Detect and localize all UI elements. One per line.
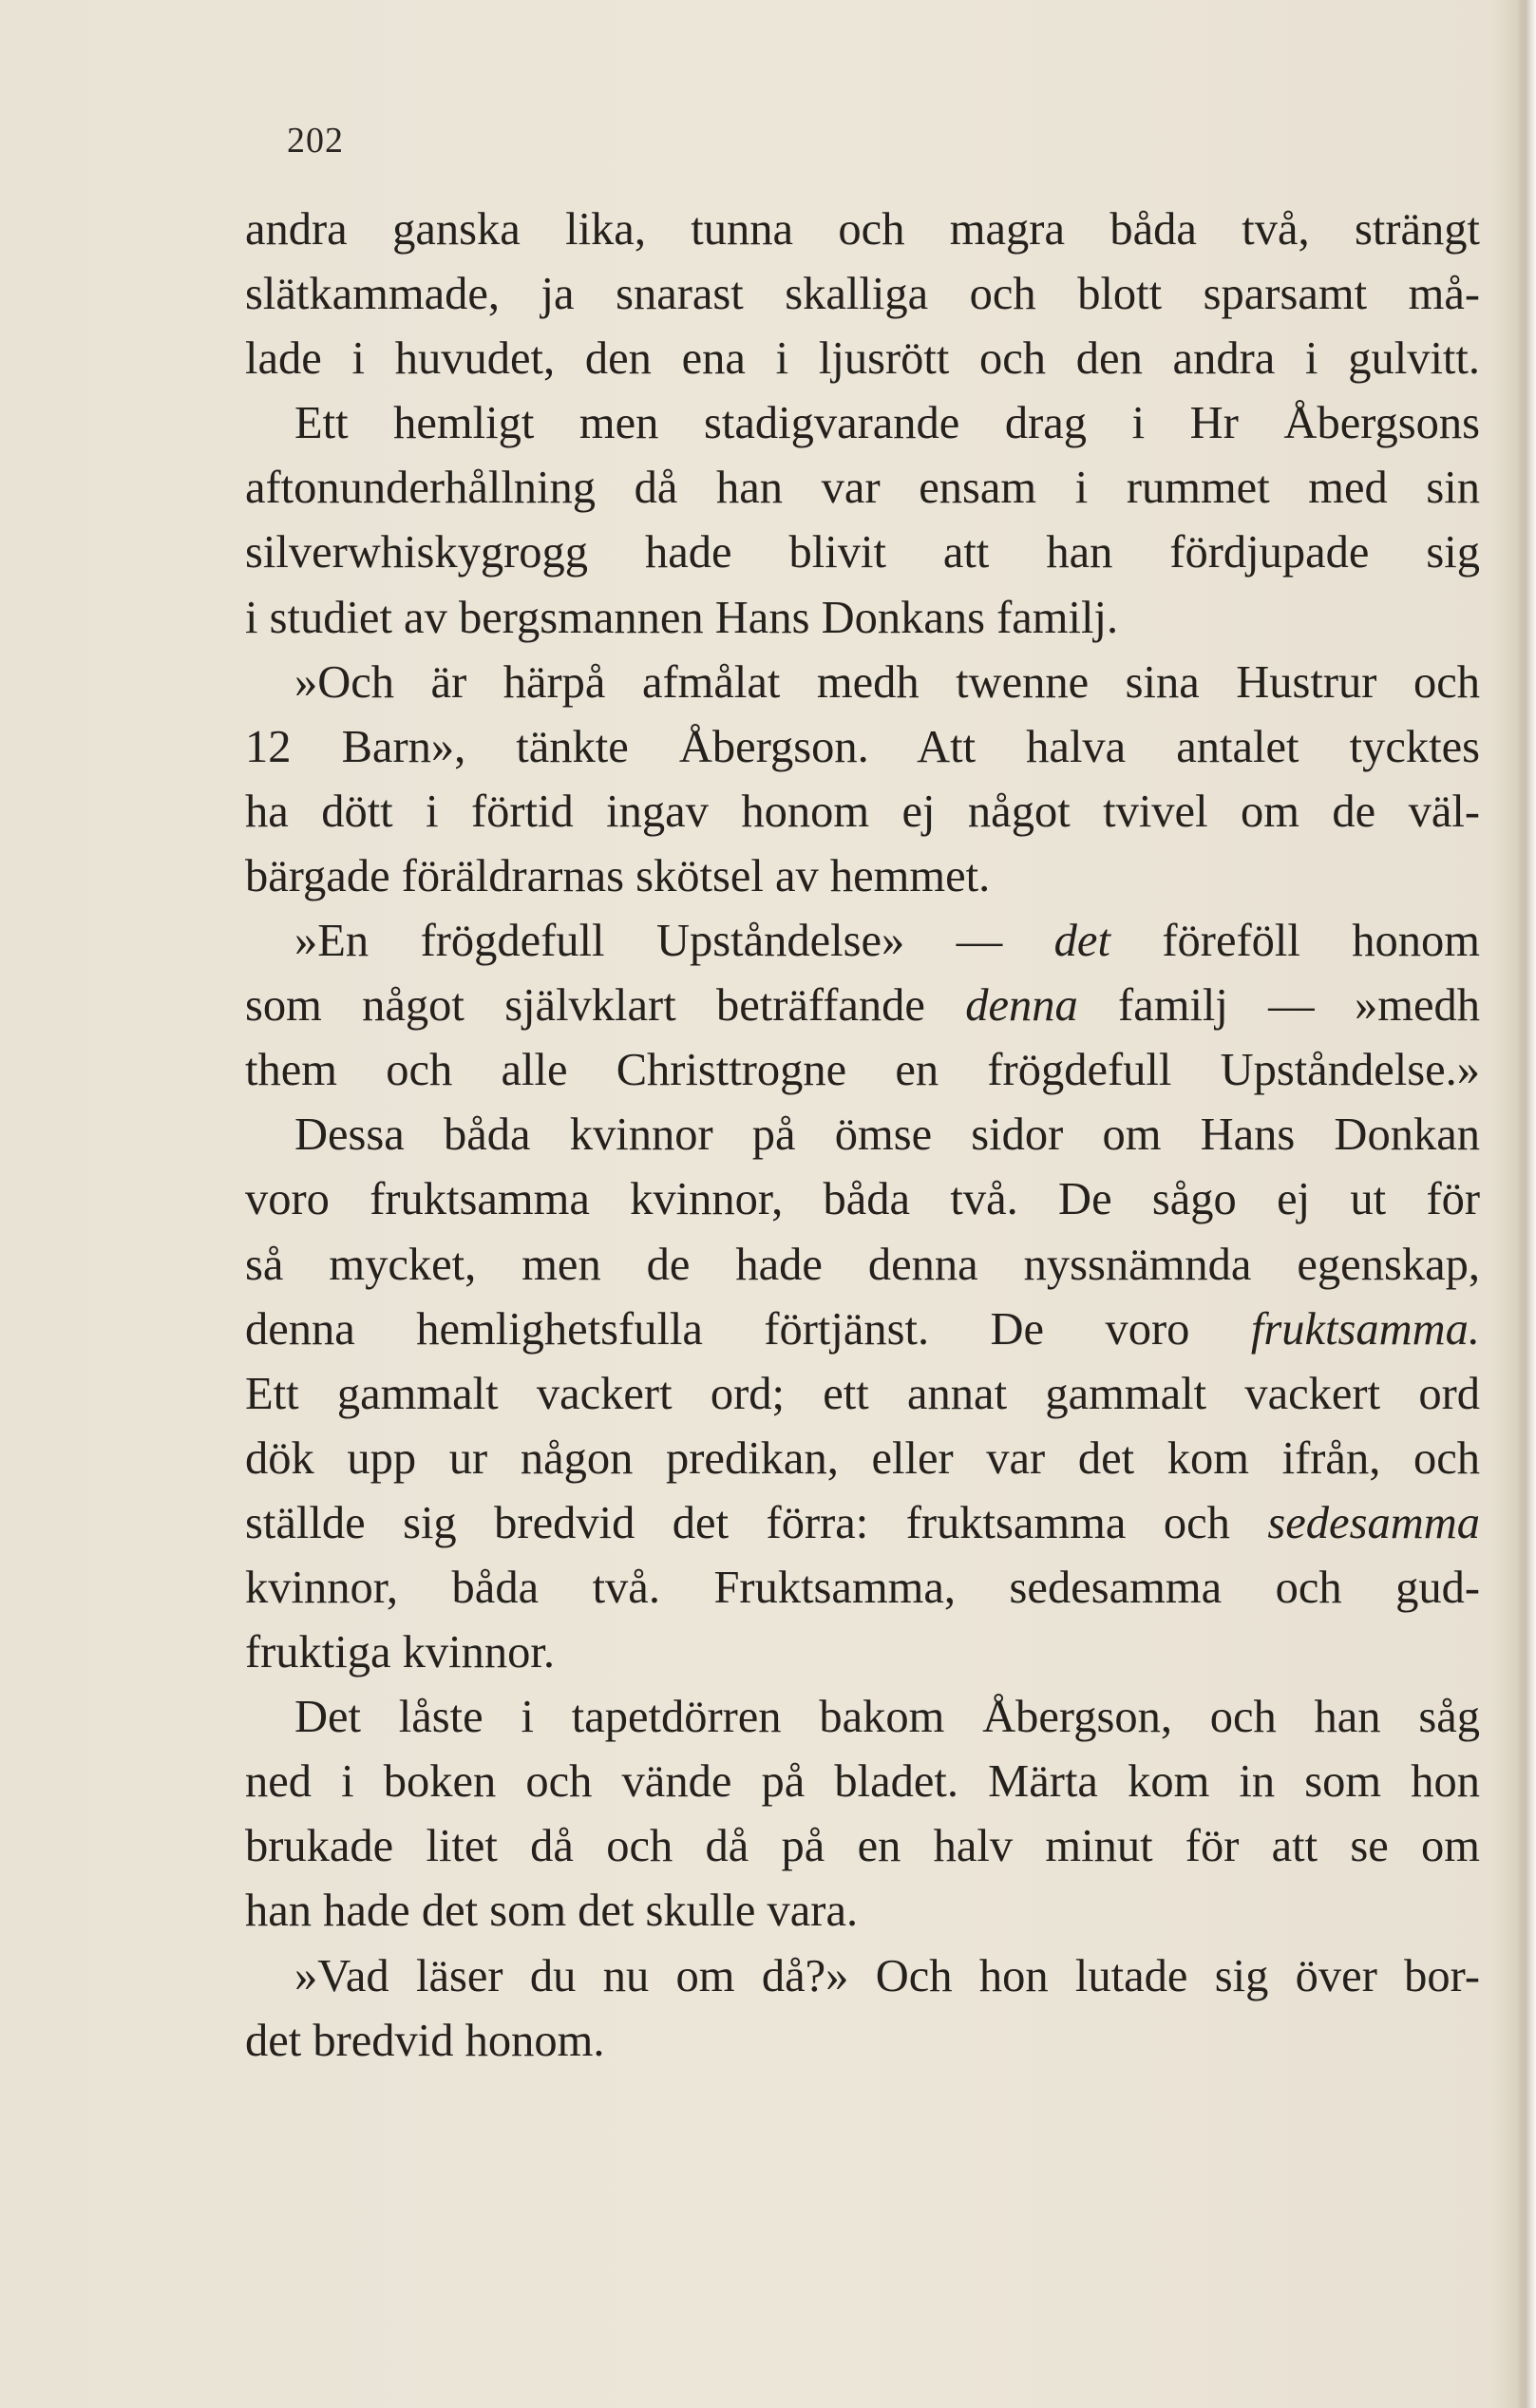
text-line: bärgade föräldrarnas skötsel av hemmet.: [245, 850, 991, 901]
text-line: det bredvid honom.: [245, 2015, 605, 2066]
text-line: silverwhiskygrogg hade blivit att han fördjupade sig: [245, 527, 1480, 578]
text-line: fruktiga kvinnor.: [245, 1627, 555, 1678]
text-line: them och alle Christtrogne en frögdefull Upståndelse.»: [245, 1045, 1480, 1096]
text-line: »Och är härpå afmålat medh twenne sina Hustrur och: [294, 656, 1480, 708]
text-line: Det låste i tapetdörren bakom Åbergson, och han såg: [294, 1692, 1480, 1743]
text-line: ned i boken och vände på bladet. Märta kom in som hon: [245, 1756, 1480, 1808]
text-line: som något självklart beträffande denna familj — »medh: [245, 980, 1480, 1032]
text-line: ha dött i förtid ingav honom ej något tvivel om de väl-: [245, 786, 1480, 837]
page-edge-shadow: [1517, 0, 1536, 2408]
text-line: Ett hemligt men stadigvarande drag i Hr Åbergsons: [294, 398, 1480, 449]
text-line: Ett gammalt vackert ord; ett annat gammalt vackert ord: [245, 1368, 1480, 1419]
text-line: voro fruktsamma kvinnor, båda två. De sågo ej ut för: [245, 1174, 1480, 1225]
text-line: kvinnor, båda två. Fruktsamma, sedesamma och gud-: [245, 1562, 1480, 1613]
text-line: i studiet av bergsmannen Hans Donkans familj.: [245, 592, 1119, 643]
text-line: denna hemlighetsfulla förtjänst. De voro fruktsamma.: [245, 1303, 1480, 1355]
text-line: dök upp ur någon predikan, eller var det kom ifrån, och: [245, 1432, 1480, 1484]
text-line: andra ganska lika, tunna och magra båda två, strängt: [245, 204, 1480, 255]
text-line: slätkammade, ja snarast skalliga och blott sparsamt må-: [245, 269, 1480, 320]
text-line: Dessa båda kvinnor på ömse sidor om Hans Donkan: [294, 1109, 1480, 1161]
body-text: [245, 198, 1480, 2074]
text-line: aftonunderhållning då han var ensam i rummet med sin: [245, 463, 1480, 514]
text-line: »En frögdefull Upståndelse» — det föreföll honom: [294, 916, 1480, 967]
text-line: ställde sig bredvid det förra: fruktsamma och sedesamma: [245, 1497, 1480, 1548]
text-line: han hade det som det skulle vara.: [245, 1886, 859, 1937]
text-line: så mycket, men de hade denna nyssnämnda egenskap,: [245, 1239, 1480, 1290]
text-line: »Vad läser du nu om då?» Och hon lutade sig över bor-: [294, 1950, 1480, 2001]
text-line: brukade litet då och då på en halv minut för att se om: [245, 1821, 1480, 1872]
page-number: 202: [287, 121, 344, 161]
text-line: lade i huvudet, den ena i ljusrött och den andra i gulvitt.: [245, 333, 1480, 385]
text-line: 12 Barn», tänkte Åbergson. Att halva antalet tycktes: [245, 721, 1480, 772]
